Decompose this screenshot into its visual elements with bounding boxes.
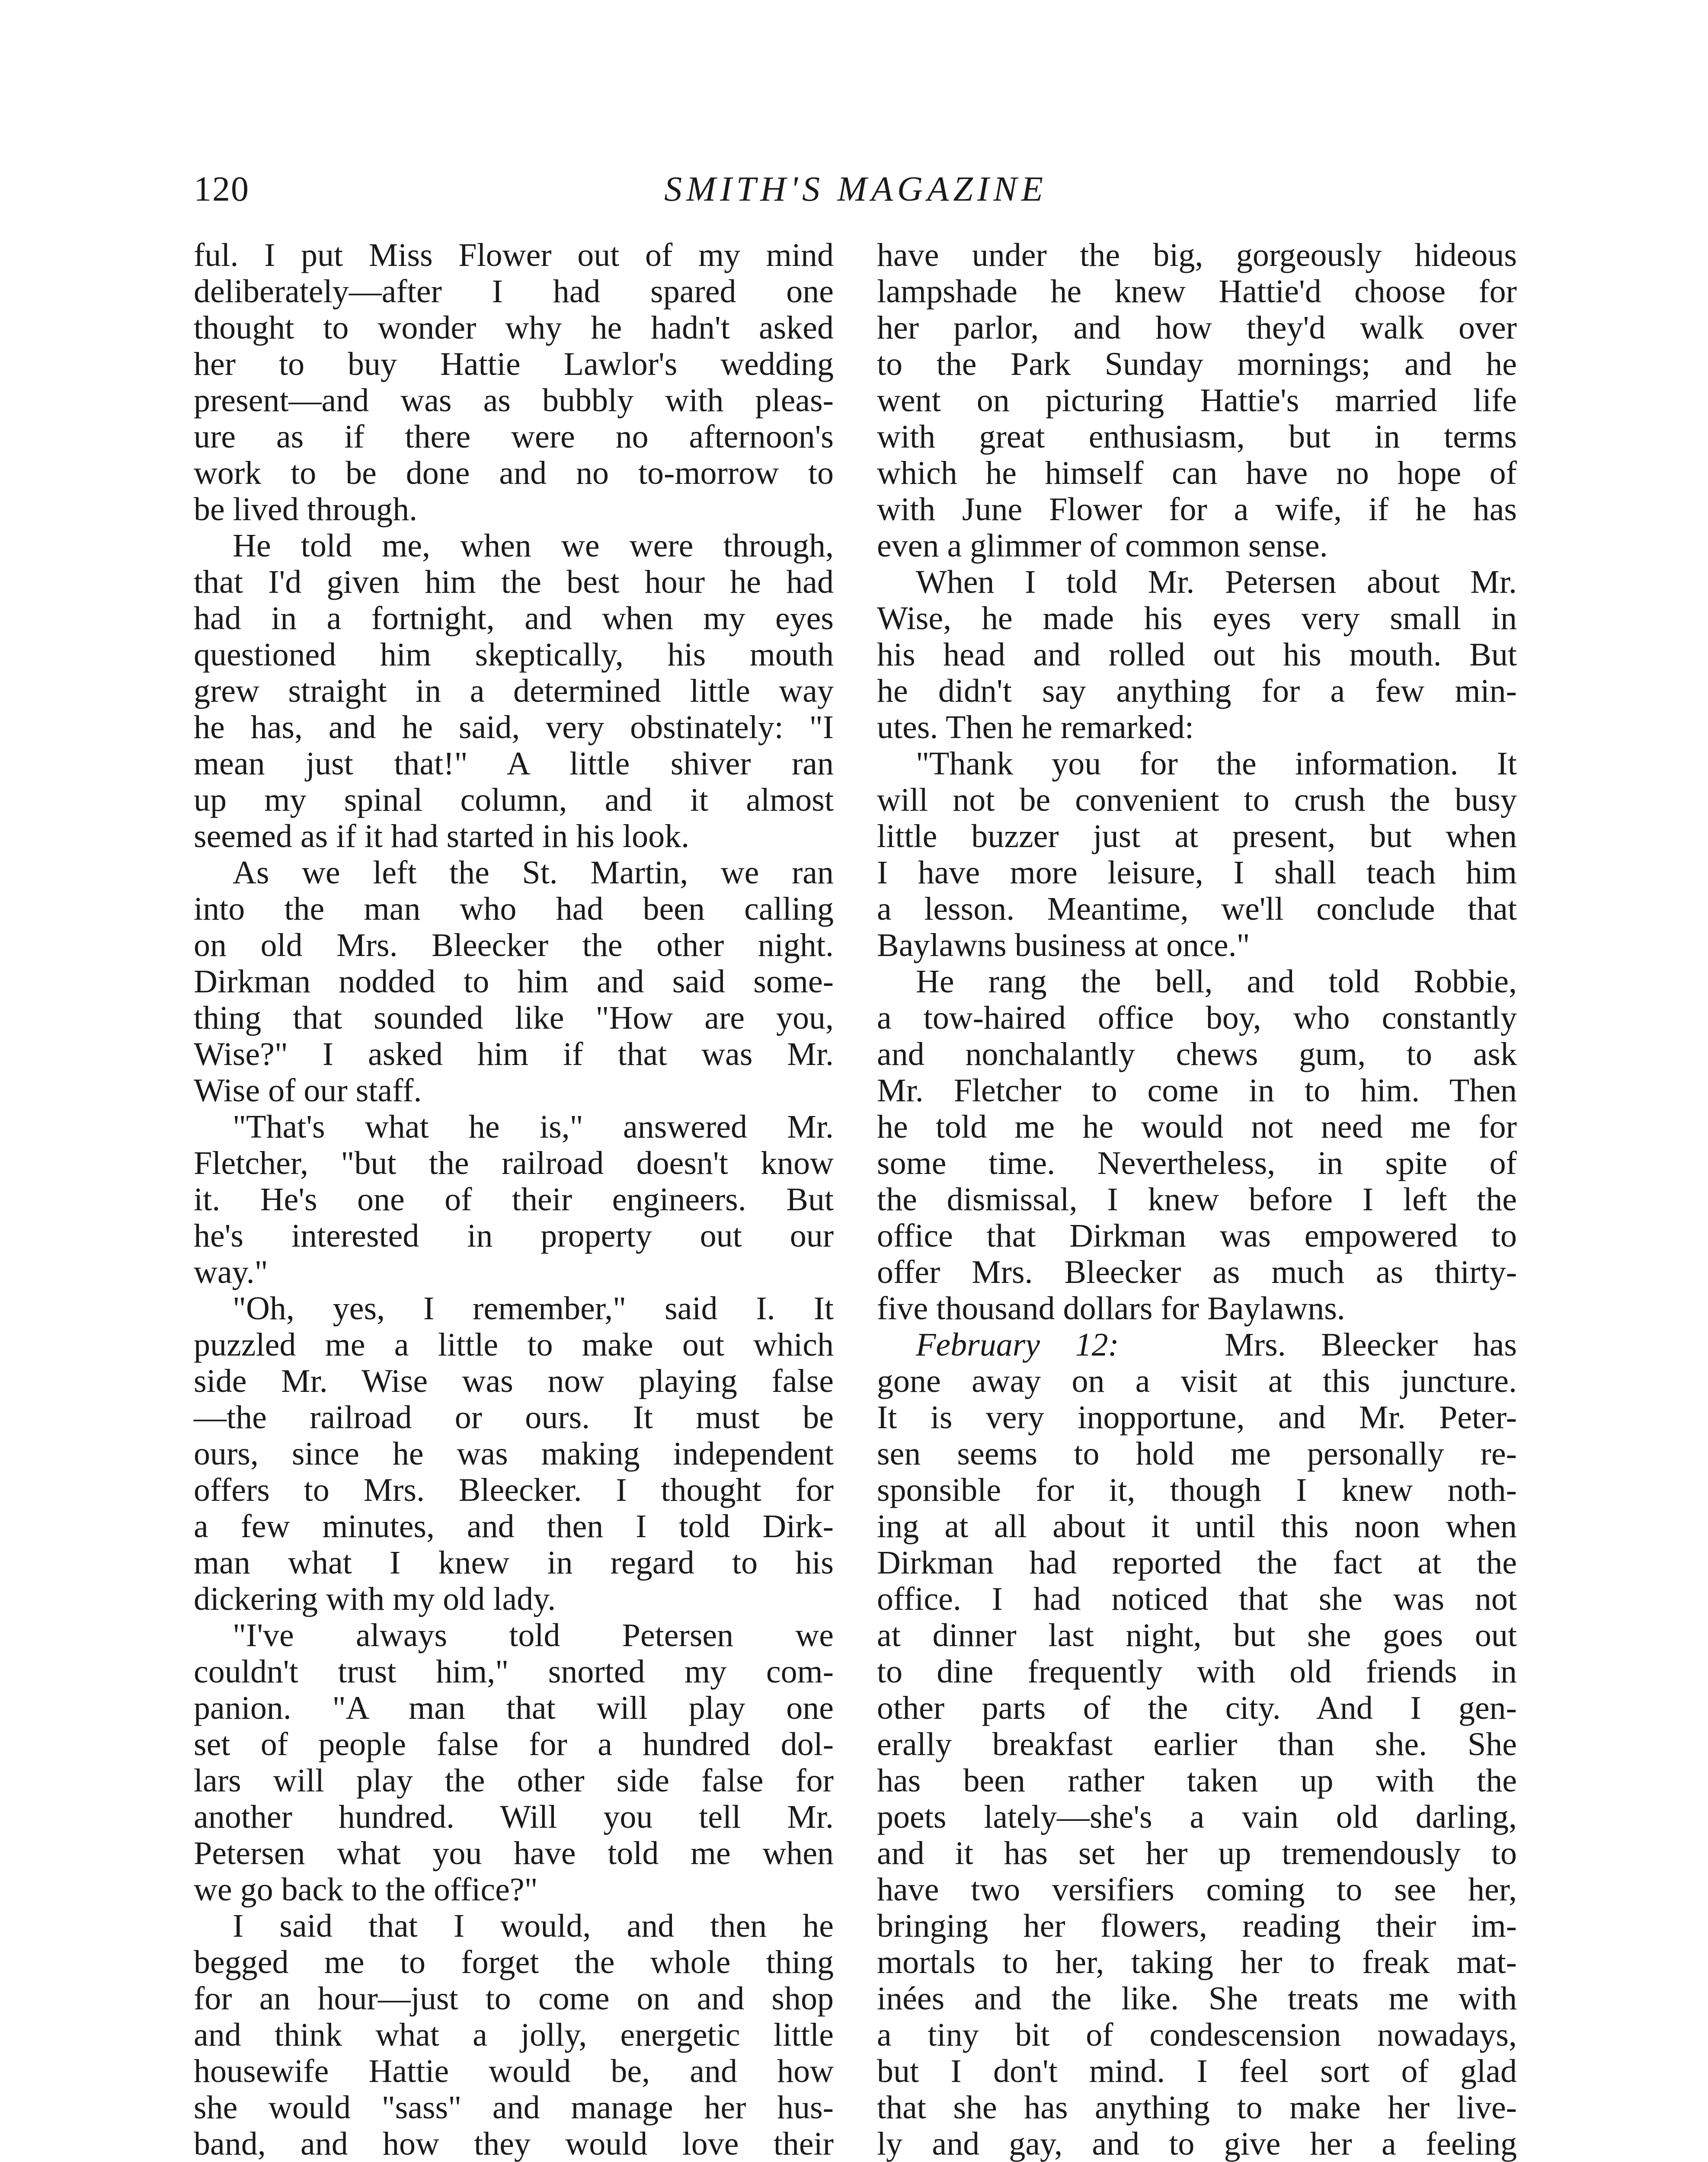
text-line: mortals to her, taking her to freak mat- [877,1944,1517,1980]
text-line: and it has set her up tremendously to [877,1835,1517,1871]
text-line: Dirkman nodded to him and said some- [194,963,834,1000]
text-line: five thousand dollars for Baylawns. [877,1290,1345,1327]
page-header [194,161,1518,217]
text-line: a tow-haired office boy, who constantly [877,1000,1517,1036]
text-line: her parlor, and how they'd walk over [877,310,1517,346]
text-line: the dismissal, I knew before I left the [877,1181,1517,1218]
text-line: she would "sass" and manage her hus- [194,2089,834,2126]
text-line: and think what a jolly, energetic little [194,2017,834,2053]
text-line: lars will play the other side false for [194,1762,834,1799]
text-line: offers to Mrs. Bleecker. I thought for [194,1472,834,1508]
text-line: on old Mrs. Bleecker the other night. [194,927,834,963]
text-line: a lesson. Meantime, we'll conclude that [877,891,1517,927]
text-line: for an hour—just to come on and shop [194,1980,834,2017]
text-line: ly and gay, and to give her a feeling [877,2126,1517,2162]
text-line: be lived through. [194,491,418,528]
right-column [877,237,1517,2162]
text-line: It is very inopportune, and Mr. Peter- [877,1399,1517,1436]
text-line: work to be done and no to-morrow to [194,455,834,491]
text-line: bringing her flowers, reading their im- [877,1908,1517,1944]
text-line: "Thank you for the information. It [916,745,1517,782]
text-line: at dinner last night, but she goes out [877,1617,1517,1653]
text-line: sponsible for it, though I knew noth- [877,1472,1517,1508]
text-line: present—and was as bubbly with pleas- [194,382,834,419]
text-line: begged me to forget the whole thing [194,1944,834,1980]
page-number: 120 [194,169,249,208]
text-line: which he himself can have no hope of [877,455,1517,491]
text-line: but I don't mind. I feel sort of glad [877,2053,1517,2089]
running-title: SMITH'S MAGAZINE [664,169,1047,208]
text-line: "I've always told Petersen we [233,1617,834,1653]
text-line: some time. Nevertheless, in spite of [877,1145,1517,1181]
text-line: will not be convenient to crush the busy [877,782,1517,818]
text-line: Fletcher, "but the railroad doesn't know [194,1145,834,1181]
text-line: lampshade he knew Hattie'd choose for [877,273,1517,310]
text-line: into the man who had been calling [194,891,834,927]
text-line: had in a fortnight, and when my eyes [194,600,834,636]
text-line: offer Mrs. Bleecker as much as thirty- [877,1254,1517,1290]
text-line: he has, and he said, very obstinately: "I [194,709,834,745]
text-line: panion. "A man that will play one [194,1690,834,1726]
text-line: even a glimmer of common sense. [877,528,1328,564]
text-line: "Oh, yes, I remember," said I. It [233,1290,834,1327]
text-line: ful. I put Miss Flower out of my mind [194,237,834,273]
text-line: I said that I would, and then he [233,1908,834,1944]
text-line: he told me he would not need me for [877,1109,1517,1145]
text-line: office. I had noticed that she was not [877,1581,1517,1617]
text-line: When I told Mr. Petersen about Mr. [916,564,1517,600]
text-line: set of people false for a hundred dol- [194,1726,834,1762]
text-line: "That's what he is," answered Mr. [233,1109,834,1145]
dated-entry-line [877,1327,1517,1363]
text-line: mean just that!" A little shiver ran [194,745,834,782]
text-line: Petersen what you have told me when [194,1835,834,1871]
text-line: with June Flower for a wife, if he has [877,491,1517,528]
text-line: that I'd given him the best hour he had [194,564,834,600]
text-line: band, and how they would love their [194,2126,834,2162]
text-line: He rang the bell, and told Robbie, [916,963,1517,1000]
text-line: her to buy Hattie Lawlor's wedding [194,346,834,382]
text-line: dickering with my old lady. [194,1581,556,1617]
text-line: Dirkman had reported the fact at the [877,1545,1517,1581]
text-line: thought to wonder why he hadn't asked [194,310,834,346]
text-line: to dine frequently with old friends in [877,1653,1517,1690]
text-line: ours, since he was making independent [194,1436,834,1472]
text-line: couldn't trust him," snorted my com- [194,1653,834,1690]
text-line: little buzzer just at present, but when [877,818,1517,854]
text-line: ure as if there were no afternoon's [194,419,834,455]
text-line: a tiny bit of condescension nowadays, [877,2017,1517,2053]
text-line: have two versifiers coming to see her, [877,1871,1517,1908]
text-line: grew straight in a determined little way [194,673,834,709]
left-column [194,237,834,2162]
text-line: a few minutes, and then I told Dirk- [194,1508,834,1545]
text-line: have under the big, gorgeously hideous [877,237,1517,273]
text-line: to the Park Sunday mornings; and he [877,346,1517,382]
text-line: went on picturing Hattie's married life [877,382,1517,419]
text-line: questioned him skeptically, his mouth [194,636,834,673]
text-line: He told me, when we were through, [233,528,834,564]
text-line: his head and rolled out his mouth. But [877,636,1517,673]
text-line: Mr. Fletcher to come in to him. Then [877,1072,1517,1109]
text-line: Mrs. Bleecker has [1225,1327,1517,1363]
text-line: seemed as if it had started in his look. [194,818,690,854]
text-line: poets lately—she's a vain old darling, [877,1799,1517,1835]
text-line: with great enthusiasm, but in terms [877,419,1517,455]
text-line: side Mr. Wise was now playing false [194,1363,834,1399]
text-line: Wise of our staff. [194,1072,422,1109]
text-line: Baylawns business at once." [877,927,1250,963]
text-line: up my spinal column, and it almost [194,782,834,818]
text-line: he didn't say anything for a few min- [877,673,1517,709]
text-line: other parts of the city. And I gen- [877,1690,1517,1726]
text-line: sen seems to hold me personally re- [877,1436,1517,1472]
text-line: inées and the like. She treats me with [877,1980,1517,2017]
dateline: February 12: [916,1327,1119,1363]
text-line: has been rather taken up with the [877,1762,1517,1799]
text-line: erally breakfast earlier than she. She [877,1726,1517,1762]
text-line: housewife Hattie would be, and how [194,2053,834,2089]
text-line: we go back to the office?" [194,1871,538,1908]
text-line: As we left the St. Martin, we ran [233,854,834,891]
text-line: and nonchalantly chews gum, to ask [877,1036,1517,1072]
text-line: puzzled me a little to make out which [194,1327,834,1363]
text-line: ing at all about it until this noon when [877,1508,1517,1545]
text-line: it. He's one of their engineers. But [194,1181,834,1218]
text-line: I have more leisure, I shall teach him [877,854,1517,891]
text-line: Wise?" I asked him if that was Mr. [194,1036,834,1072]
text-line: thing that sounded like "How are you, [194,1000,834,1036]
text-line: man what I knew in regard to his [194,1545,834,1581]
text-line: office that Dirkman was empowered to [877,1218,1517,1254]
text-line: gone away on a visit at this juncture. [877,1363,1517,1399]
text-line: utes. Then he remarked: [877,709,1194,745]
text-line: deliberately—after I had spared one [194,273,834,310]
text-line: way." [194,1254,268,1290]
text-line: another hundred. Will you tell Mr. [194,1799,834,1835]
text-line: —the railroad or ours. It must be [194,1399,834,1436]
text-line: Wise, he made his eyes very small in [877,600,1517,636]
text-line: that she has anything to make her live- [877,2089,1517,2126]
text-line: he's interested in property out our [194,1218,834,1254]
